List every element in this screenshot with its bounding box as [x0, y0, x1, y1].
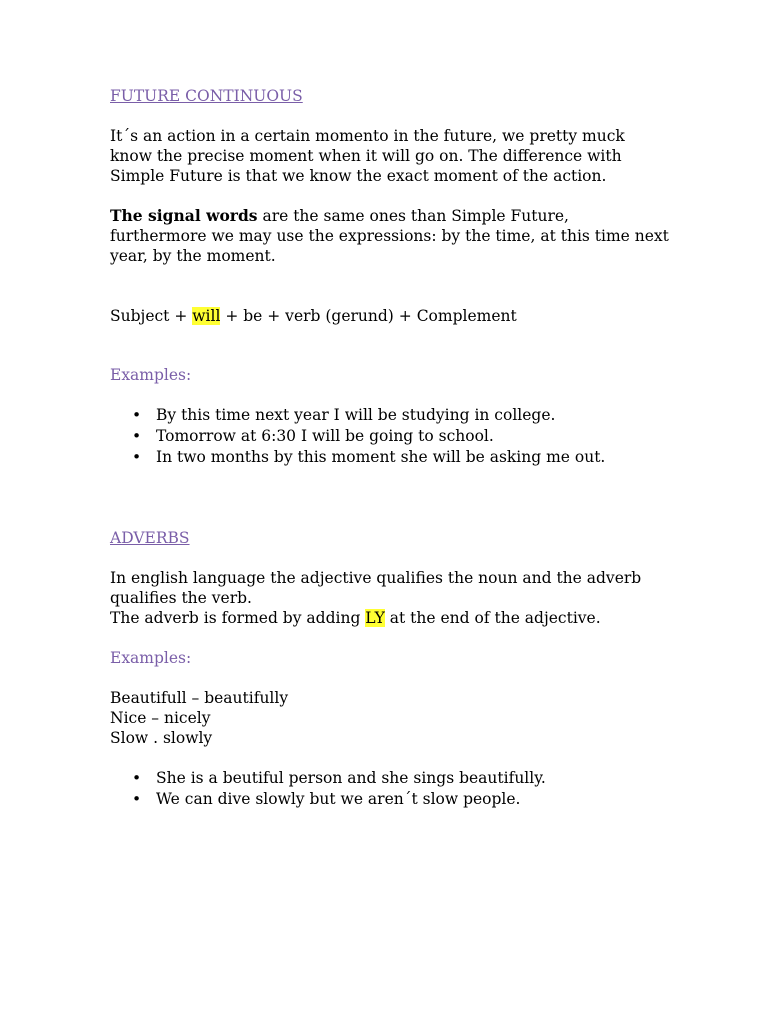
adverbs-examples-label: Examples: — [110, 649, 192, 667]
formula-subject: Subject + — [110, 307, 193, 325]
adverbs-formation — [110, 608, 670, 628]
adverb-pair: Beautifull – beautifully — [110, 689, 289, 707]
future-continuous-intro: It´s an action in a certain momento in the future, we pretty muck know the precise moment when it will go on. The difference with Simple Future is that we know the exact moment of the action. — [110, 127, 625, 185]
formation-text-after: at the end of the adjective. — [384, 609, 601, 627]
future-examples-list — [110, 405, 670, 468]
adverbs-definition: In english language the adjective qualifies the noun and the adverb qualifies the verb. — [110, 569, 642, 607]
adverb-pair: Nice – nicely — [110, 709, 211, 727]
ly-highlight: LY — [365, 609, 385, 627]
future-continuous-heading: FUTURE CONTINUOUS — [110, 87, 303, 105]
formation-text-before: The adverb is formed by adding — [110, 609, 366, 627]
list-item: • Tomorrow at 6:30 I will be going to school. — [110, 426, 670, 447]
adverb-sentences-list — [110, 768, 670, 810]
formula-rest: + be + verb (gerund) + Complement — [220, 307, 517, 325]
list-item: • In two months by this moment she will be asking me out. — [110, 447, 670, 468]
list-item: • We can dive slowly but we aren´t slow people. — [110, 789, 670, 810]
future-examples-label: Examples: — [110, 366, 192, 384]
signal-words-bold: The signal words — [110, 206, 258, 225]
list-item: • By this time next year I will be studying in college. — [110, 405, 670, 426]
adverbs-heading: ADVERBS — [110, 529, 190, 547]
formula-will-highlight: will — [192, 307, 221, 325]
list-item: • She is a beutiful person and she sings beautifully. — [110, 768, 670, 789]
formula-line — [110, 306, 670, 326]
adverb-pairs — [110, 688, 670, 748]
signal-words-text: are the same ones than Simple Future, furthermore we may use the expressions: by the time, at this time next year, by the moment. — [110, 207, 669, 265]
adverb-pair: Slow . slowly — [110, 729, 213, 747]
signal-words-paragraph — [110, 206, 670, 266]
